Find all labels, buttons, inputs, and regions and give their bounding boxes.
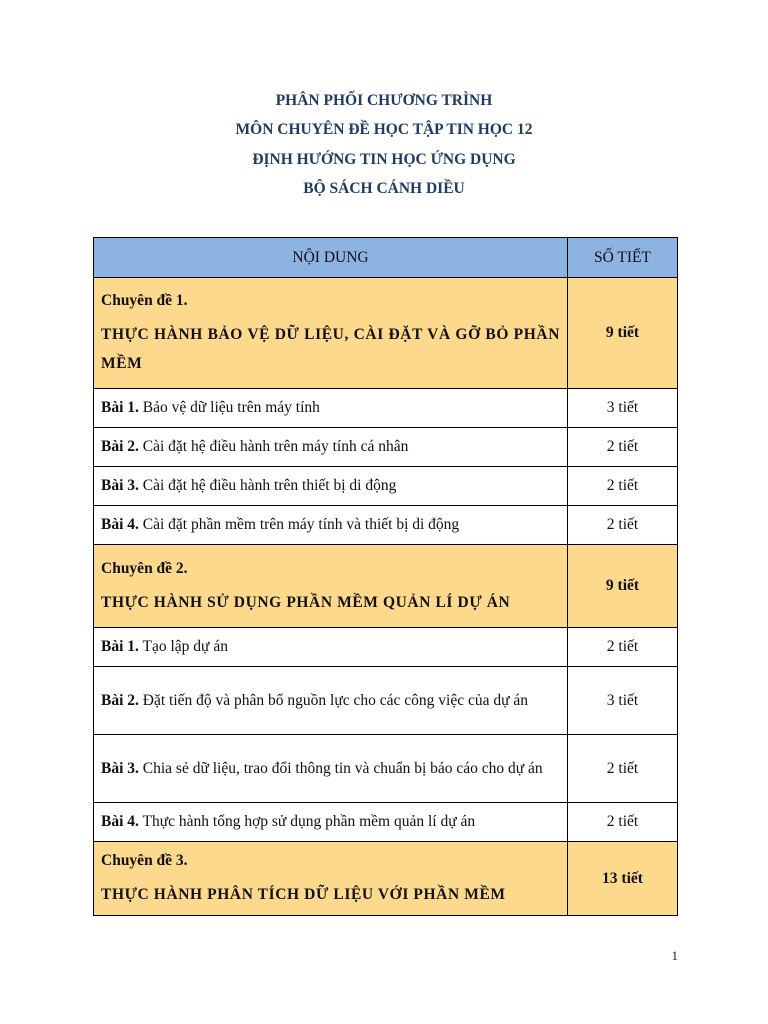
lesson-text: Thực hành tổng hợp sử dụng phần mềm quản lí dự án — [142, 813, 476, 830]
topic-row — [94, 545, 678, 628]
lesson-label: Bài 3. — [101, 759, 139, 777]
lesson-hours: 2 tiết — [568, 803, 678, 842]
topic-label: Chuyên đề 3. — [101, 852, 188, 869]
lesson-cell — [94, 735, 568, 803]
header-line-program: PHÂN PHỐI CHƯƠNG TRÌNH — [275, 92, 493, 109]
lesson-text: Chia sẻ dữ liệu, trao đổi thông tin và chuẩn bị báo cáo cho dự án — [142, 759, 543, 777]
header-content: NỘI DUNG — [94, 238, 568, 278]
lesson-cell — [94, 667, 568, 735]
lesson-label: Bài 4. — [101, 813, 139, 830]
lesson-text: Cài đặt hệ điều hành trên máy tính cá nhân — [142, 438, 409, 455]
topic-title: THỰC HÀNH SỬ DỤNG PHẦN MỀM QUẢN LÍ DỰ ÁN — [101, 593, 511, 611]
table-header-row — [94, 238, 678, 278]
page-number: 1 — [671, 948, 678, 963]
topic-hours: 9 tiết — [568, 545, 678, 628]
topic-row — [94, 842, 678, 916]
lesson-row — [94, 667, 678, 735]
lesson-hours: 3 tiết — [568, 389, 678, 428]
lesson-label: Bài 3. — [101, 477, 139, 494]
lesson-row — [94, 628, 678, 667]
topic-label: Chuyên đề 2. — [101, 559, 188, 577]
topic-cell — [94, 842, 568, 916]
lesson-hours: 2 tiết — [568, 506, 678, 545]
lesson-label: Bài 2. — [101, 691, 139, 709]
lesson-hours: 2 tiết — [568, 628, 678, 667]
topic-title: THỰC HÀNH BẢO VỆ DỮ LIỆU, CÀI ĐẶT VÀ GỠ BỎ PHẦN MỀM — [101, 326, 560, 372]
lesson-label: Bài 2. — [101, 438, 139, 455]
lesson-row — [94, 803, 678, 842]
lesson-row — [94, 389, 678, 428]
topic-hours: 13 tiết — [568, 842, 678, 916]
lesson-text: Bảo vệ dữ liệu trên máy tính — [142, 399, 320, 416]
topic-cell — [94, 278, 568, 389]
lesson-hours: 2 tiết — [568, 735, 678, 803]
lesson-cell — [94, 467, 568, 506]
lesson-text: Cài đặt hệ điều hành trên thiết bị di động — [142, 477, 397, 494]
lesson-cell — [94, 803, 568, 842]
lesson-row — [94, 735, 678, 803]
lesson-cell — [94, 389, 568, 428]
lesson-label: Bài 1. — [101, 399, 139, 416]
lesson-text: Đặt tiến độ và phân bổ nguồn lực cho các công việc của dự án — [142, 691, 529, 709]
lesson-row — [94, 467, 678, 506]
lesson-label: Bài 1. — [101, 638, 139, 655]
topic-hours: 9 tiết — [568, 278, 678, 389]
topic-title: THỰC HÀNH PHÂN TÍCH DỮ LIỆU VỚI PHẦN MỀM — [101, 886, 506, 903]
lesson-label: Bài 4. — [101, 516, 139, 533]
lesson-row — [94, 506, 678, 545]
lesson-row — [94, 428, 678, 467]
lesson-hours: 2 tiết — [568, 428, 678, 467]
lesson-text: Tạo lập dự án — [142, 638, 228, 655]
header-line-book-series: BỘ SÁCH CÁNH DIỀU — [303, 179, 465, 197]
topic-row — [94, 278, 678, 389]
lesson-text: Cài đặt phần mềm trên máy tính và thiết bị di động — [142, 516, 460, 533]
lesson-cell — [94, 628, 568, 667]
header-hours: SỐ TIẾT — [568, 238, 678, 278]
lesson-cell — [94, 428, 568, 467]
header-line-subject: MÔN CHUYÊN ĐỀ HỌC TẬP TIN HỌC 12 — [235, 121, 533, 139]
topic-cell — [94, 545, 568, 628]
lesson-hours: 3 tiết — [568, 667, 678, 735]
lesson-hours: 2 tiết — [568, 467, 678, 506]
header-line-orientation: ĐỊNH HƯỚNG TIN HỌC ỨNG DỤNG — [252, 150, 516, 168]
document-header — [0, 86, 768, 203]
lesson-cell — [94, 506, 568, 545]
topic-label: Chuyên đề 1. — [101, 292, 188, 309]
program-table — [93, 237, 678, 916]
